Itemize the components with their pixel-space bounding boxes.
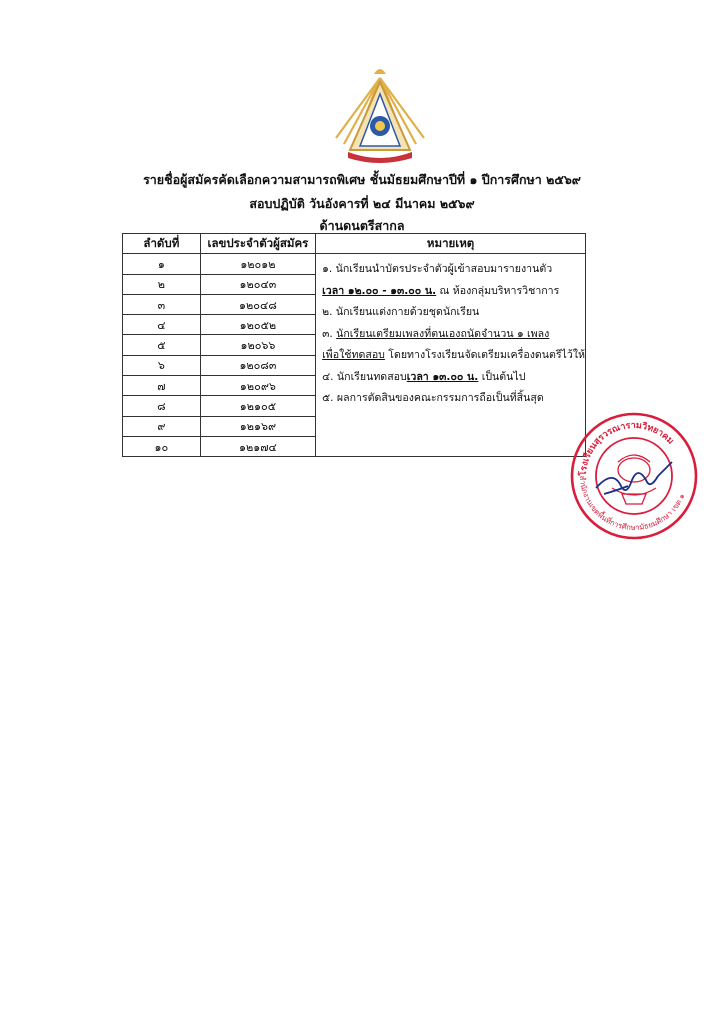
remark-text: เป็นต้นไป	[478, 370, 526, 383]
row-code: ๑๒๐๔๓	[200, 274, 315, 294]
title-line-2: สอบปฏิบัติ วันอังคารที่ ๒๔ มีนาคม ๒๕๖๙	[249, 196, 475, 211]
remark-text: ๔. นักเรียนทดสอบ	[322, 370, 407, 383]
row-code: ๑๒๑๗๔	[200, 436, 315, 456]
signature-mark	[596, 462, 672, 494]
row-seq: ๑๐	[123, 436, 201, 456]
row-code: ๑๒๑๐๕	[200, 396, 315, 416]
remark-line: ๑. นักเรียนนำบัตรประจำตัวผู้เข้าสอบมารายงานตัว	[322, 263, 553, 276]
row-seq: ๖	[123, 355, 201, 375]
applicant-table	[122, 233, 586, 457]
remark-underlined: นักเรียนเตรียมเพลงที่ตนเองถนัดจำนวน ๑ เพลง	[336, 327, 550, 340]
remark-text: โดยทางโรงเรียนจัดเตรียมเครื่องดนตรีไว้ให้	[384, 349, 585, 362]
remark-line	[322, 324, 585, 346]
row-code: ๑๒๐๔๘	[200, 294, 315, 314]
row-seq: ๒	[123, 274, 201, 294]
remark-line: ๕. ผลการตัดสินของคณะกรรมการถือเป็นที่สิ้นสุด	[322, 392, 544, 405]
row-seq: ๙	[123, 416, 201, 436]
remark-line	[322, 345, 585, 367]
column-header-remarks: หมายเหตุ	[316, 234, 586, 254]
title-line-3: ด้านดนตรีสากล	[319, 218, 405, 233]
school-stamp	[568, 410, 700, 542]
row-seq: ๗	[123, 376, 201, 396]
row-seq: ๓	[123, 294, 201, 314]
column-header-seq: ลำดับที่	[123, 234, 201, 254]
row-seq: ๑	[123, 254, 201, 274]
row-seq: ๔	[123, 315, 201, 335]
remark-line: ๒. นักเรียนแต่งกายด้วยชุดนักเรียน	[322, 306, 480, 319]
title-line-1: รายชื่อผู้สมัครคัดเลือกความสามารถพิเศษ ชั้นมัธยมศึกษาปีที่ ๑ ปีการศึกษา ๒๕๖๙	[143, 172, 581, 187]
stamp-bottom-text: สำนักงานเขตพื้นที่การศึกษามัธยมศึกษา เขต ๑	[577, 475, 687, 533]
remarks-cell	[316, 254, 586, 457]
stamp-top-text: โรงเรียนสุรวรณารามวิทยาคม	[578, 420, 676, 477]
table-row	[123, 254, 586, 274]
row-seq: ๕	[123, 335, 201, 355]
remark-text: ณ ห้องกลุ่มบริหารวิชาการ	[436, 284, 560, 297]
row-code: ๑๒๐๘๓	[200, 355, 315, 375]
row-code: ๑๒๐๑๒	[200, 254, 315, 274]
row-code: ๑๒๑๖๙	[200, 416, 315, 436]
column-header-code: เลขประจำตัวผู้สมัคร	[200, 234, 315, 254]
remark-underlined: เพื่อใช้ทดสอบ	[322, 349, 385, 362]
remark-line	[322, 367, 585, 389]
row-code: ๑๒๐๖๖	[200, 335, 315, 355]
remark-time-1: เวลา ๑๒.๐๐ - ๑๓.๐๐ น.	[322, 284, 437, 297]
row-seq: ๘	[123, 396, 201, 416]
remark-time-2: เวลา ๑๓.๐๐ น.	[406, 370, 479, 383]
remark-line	[322, 281, 585, 303]
school-emblem-logo	[330, 64, 430, 168]
remark-text: ๓.	[322, 327, 337, 340]
row-code: ๑๒๐๙๖	[200, 376, 315, 396]
row-code: ๑๒๐๕๒	[200, 315, 315, 335]
